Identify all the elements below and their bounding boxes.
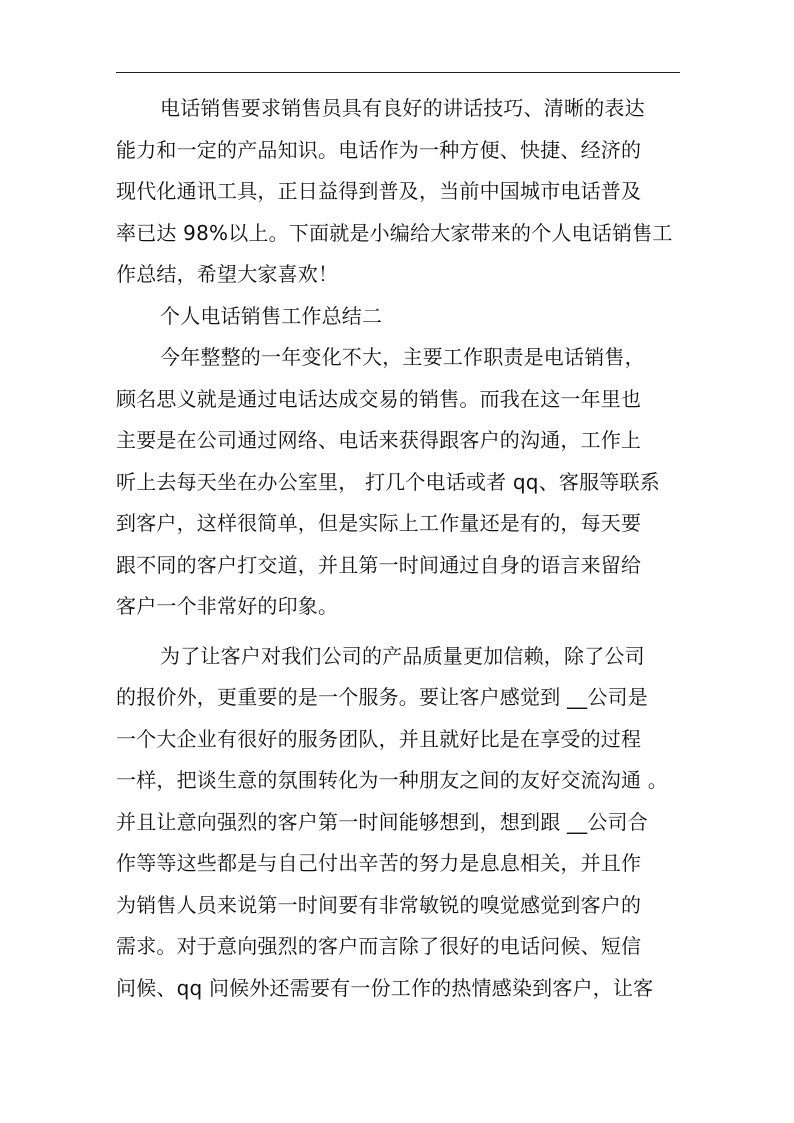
paragraph-2 [116, 636, 686, 1010]
text-line: 作总结，希望大家喜欢！ [116, 262, 339, 286]
text-line: 顾名思义就是通过电话达成交易的销售。而我在这一年里也 [116, 386, 642, 411]
text-line: 率已达 98%以上。下面就是小编给大家带来的个人电话销售工 [116, 220, 673, 245]
paragraph-1 [116, 337, 686, 628]
text-line: 现代化通讯工具，正日益得到普及，当前中国城市电话普及 [116, 179, 642, 203]
text-line: 一样，把谈生意的氛围转化为一种朋友之间的友好交流沟通 。 [116, 768, 668, 792]
text-line: 能力和一定的产品知识。电话作为一种方便、快捷、经济的 [116, 137, 642, 162]
text-line: 作等等这些都是与自己付出辛苦的努力是息息相关，并且作 [116, 851, 642, 875]
text-line: 一个大企业有很好的服务团队，并且就好比是在享受的过程 [116, 726, 642, 751]
text-line: 到客户，这样很简单，但是实际上工作量还是有的，每天要 [116, 511, 642, 535]
section-heading: 个人电话销售工作总结二 [160, 303, 383, 328]
header-rule [116, 72, 680, 73]
text-line: 为了让客户对我们公司的产品质量更加信赖，除了公司 [160, 643, 645, 668]
text-line: 的报价外，更重要的是一个服务。要让客户感觉到 __公司是 [116, 685, 648, 709]
text-line: 主要是在公司通过网络、电话来获得跟客户的沟通，工作上 [116, 428, 642, 452]
intro-paragraph [116, 88, 686, 296]
text-line: 跟不同的客户打交道，并且第一时间通过自身的语言来留给 [116, 552, 642, 577]
document-body [116, 88, 686, 1009]
text-line: 今年整整的一年变化不大，主要工作职责是电话销售， [160, 345, 645, 369]
text-line: 客户一个非常好的印象。 [116, 594, 339, 618]
text-line: 为销售人员来说第一时间要有非常敏锐的嗅觉感觉到客户的 [116, 892, 642, 917]
paragraph-gap [116, 628, 686, 636]
text-line: 问候、qq 问候外还需要有一份工作的热情感染到客户，让客 [116, 975, 654, 1000]
text-line: 电话销售要求销售员具有良好的讲话技巧、清晰的表达 [160, 96, 645, 120]
text-line: 需求。对于意向强烈的客户而言除了很好的电话问候、短信 [116, 934, 642, 958]
text-line: 听上去每天坐在办公室里， 打几个电话或者 qq、客服等联系 [116, 469, 660, 494]
text-line: 并且让意向强烈的客户第一时间能够想到，想到跟 __公司合 [116, 809, 648, 834]
